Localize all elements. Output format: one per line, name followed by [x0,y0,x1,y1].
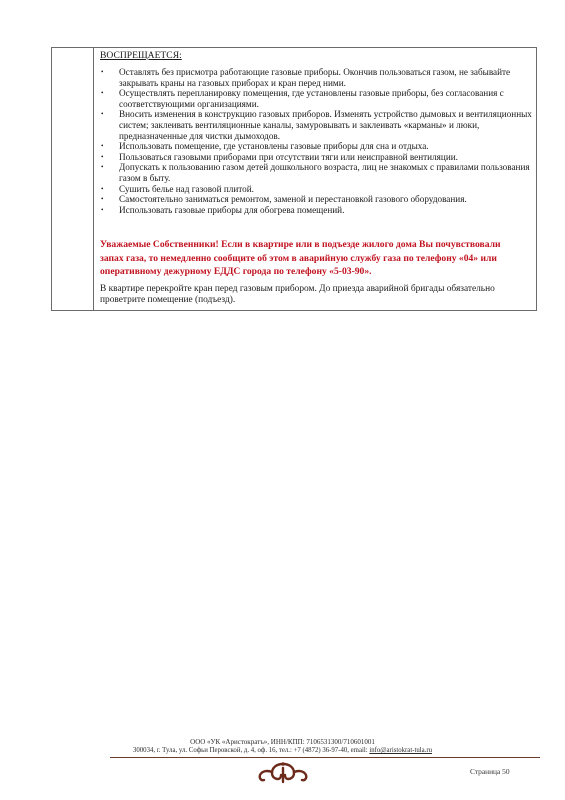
list-item: • Оставлять без присмотра работающие газовые приборы. Окончив пользоваться газом, не забывайте закрывать краны на газовых приборах и кран перед ними. [101,67,511,88]
bullet-icon: • [101,110,104,119]
list-item: • Допускать к пользованию газом детей дошкольного возраста, лиц не знакомых с правилами пользования газом в быту. [101,162,530,183]
page-number: Страница 50 [470,767,510,776]
footer-email-link[interactable]: info@aristokrat-tula.ru [369,747,433,754]
footer-company-line: ООО «УК «Аристократъ», ИНН/КПП: 7106531300/710601001 [190,738,375,746]
prohibited-list [100,67,532,215]
list-item: • Сушить белье над газовой плитой. [101,183,254,194]
list-item: • Пользоваться газовыми приборами при отсутствии тяги или неисправной вентиляции. [101,151,458,162]
footer-address-line [0,747,565,754]
footer-divider [110,757,540,758]
bullet-icon: • [101,205,104,214]
emergency-advice: В квартире перекройте кран перед газовым прибором. До приезда аварийной бригады обязательно проветрите помещение (подъезд). [100,283,495,305]
emergency-warning: Уважаемые Собственники! Если в квартире или в подъезде жилого дома Вы почувствовали запах газа, то немедленно сообщите об этом в аварийную службу газа по телефону «04» или оперативному дежурному ЕДДС города по телефону «5-03-90». [100,239,501,278]
prohibited-heading: ВОСПРЕЩАЕТСЯ: [100,50,182,61]
table-column-divider [93,47,94,311]
list-item: • Самостоятельно заниматься ремонтом, заменой и перестановкой газового оборудования. [101,194,467,205]
list-item: • Осуществлять перепланировку помещения, где установлены газовые приборы, без согласования с соответствующими организациями. [101,88,504,109]
footer-address-text: 300034, г. Тула, ул. Софьи Перовской, д. 4, оф. 16, тел.: +7 (4872) 36-97-40, email: [132,747,370,754]
ornament-logo-icon [252,760,314,784]
bullet-icon: • [101,89,104,98]
bullet-icon: • [101,68,104,76]
list-item: • Вносить изменения в конструкцию газовых приборов. Изменять устройство дымовых и вентиляционных систем; заклеивать вентиляционные каналы, замуровывать и заклеивать «карманы» и люки, предназначенные для чистки дымоходов. [101,109,532,141]
bullet-icon: • [101,152,104,161]
list-item: • Использовать помещение, где установлены газовые приборы для сна и отдыха. [101,141,429,152]
bullet-icon: • [101,163,104,172]
table-content-cell [100,50,532,306]
bullet-icon: • [101,195,104,204]
list-item: • Использовать газовые приборы для обогрева помещений. [101,204,345,215]
bullet-icon: • [101,184,104,193]
bullet-icon: • [101,142,104,151]
